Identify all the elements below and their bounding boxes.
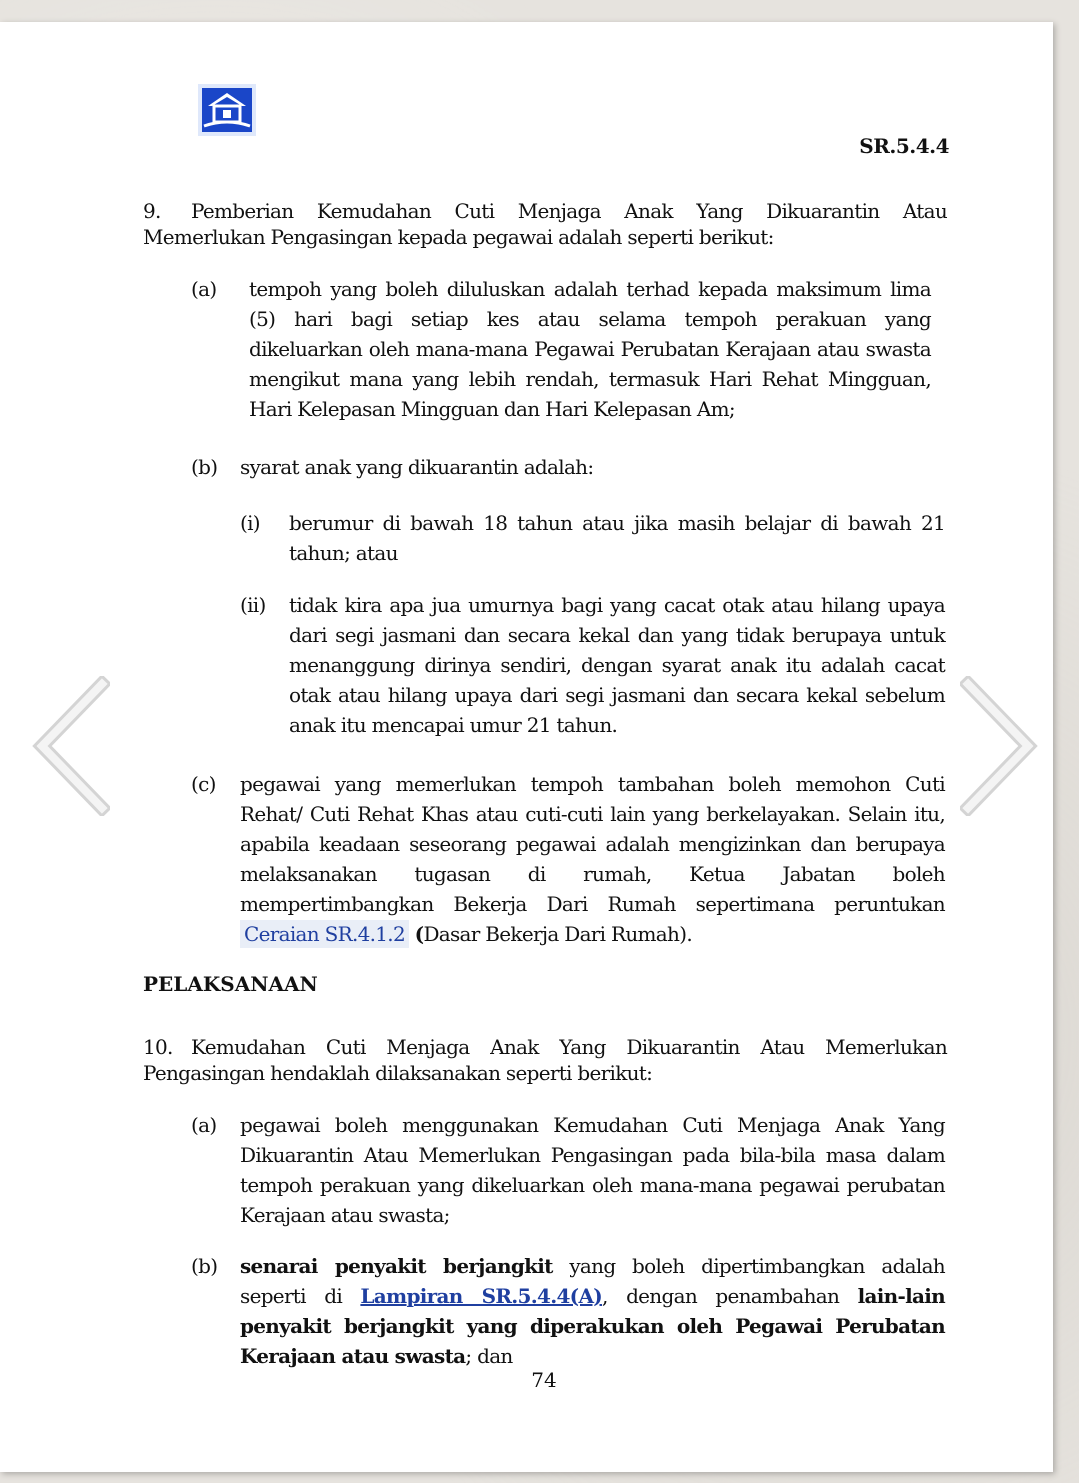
previous-page-button[interactable] bbox=[30, 676, 110, 816]
item-text: syarat anak yang dikuarantin adalah: bbox=[240, 455, 594, 479]
item-text-part: , dengan penambahan bbox=[602, 1284, 858, 1308]
paragraph-10 bbox=[143, 1034, 947, 1086]
page-number: 74 bbox=[531, 1368, 557, 1392]
item-label: (c) bbox=[191, 772, 216, 796]
section-heading: PELAKSANAAN bbox=[143, 972, 318, 996]
item-text: berumur di bawah 18 tahun atau jika masih belajar di bawah 21 tahun; atau bbox=[289, 511, 945, 565]
item-text bbox=[240, 769, 945, 949]
paragraph-number: 9. bbox=[143, 199, 161, 223]
paragraph-number: 10. bbox=[143, 1035, 173, 1059]
item-text: tidak kira apa jua umurnya bagi yang cacat otak atau hilang upaya dari segi jasmani dan secara kekal dan yang tidak berupaya untuk menanggung dirinya sendiri, dengan syarat anak itu adalah cacat otak atau hilang upaya dari segi jasmani dan secara kekal sebelum anak itu mencapai umur 21 tahun. bbox=[289, 593, 945, 737]
item-text-part: ; dan bbox=[465, 1344, 513, 1368]
item-text: tempoh yang boleh diluluskan adalah terhad kepada maksimum lima (5) hari bagi setiap kes atau selama tempoh perakuan yang dikeluarkan oleh mana-mana Pegawai Perubatan Kerajaan atau swasta mengikut mana yang lebih rendah, termasuk Hari Rehat Mingguan, Hari Kelepasan Mingguan dan Hari Kelepasan Am; bbox=[249, 277, 931, 421]
paragraph-text: Pemberian Kemudahan Cuti Menjaga Anak Yang Dikuarantin Atau Memerlukan Pengasingan kepada pegawai adalah seperti berikut: bbox=[143, 199, 947, 249]
paragraph-text: Kemudahan Cuti Menjaga Anak Yang Dikuarantin Atau Memerlukan Pengasingan hendaklah dilaksanakan seperti berikut: bbox=[143, 1035, 947, 1085]
house-logo-icon bbox=[198, 84, 256, 136]
chevron-left-icon bbox=[30, 676, 110, 816]
item-text-part: yang boleh dipertimbangkan adalah seperti di bbox=[240, 1254, 945, 1308]
item-label: (a) bbox=[191, 1113, 217, 1137]
item-text-part: pegawai yang memerlukan tempoh tambahan boleh memohon Cuti Rehat/ Cuti Rehat Khas atau cuti-cuti lain yang berkelayakan. Selain itu, apabila keadaan seseorang pegawai adalah mengizinkan dan berupaya melaksanakan tugasan di rumah, Ketua Jabatan boleh mempertimbangkan Bekerja Dari Rumah sepertimana peruntukan bbox=[240, 772, 945, 916]
ceraian-link[interactable]: Ceraian SR.4.1.2 bbox=[240, 920, 409, 948]
chevron-right-icon bbox=[960, 676, 1040, 816]
item-label: (a) bbox=[191, 277, 217, 301]
lampiran-link[interactable]: Lampiran SR.5.4.4(A) bbox=[360, 1284, 603, 1308]
item-label: (i) bbox=[240, 511, 260, 535]
item-label: (b) bbox=[191, 1254, 218, 1278]
item-label: (ii) bbox=[240, 593, 266, 617]
document-code: SR.5.4.4 bbox=[859, 134, 949, 158]
item-text: pegawai boleh menggunakan Kemudahan Cuti Menjaga Anak Yang Dikuarantin Atau Memerlukan Pengasingan pada bila-bila masa dalam tempoh perakuan yang dikeluarkan oleh mana-mana pegawai perubatan Kerajaan atau swasta; bbox=[240, 1113, 945, 1227]
item-label: (b) bbox=[191, 455, 218, 479]
next-page-button[interactable] bbox=[960, 676, 1040, 816]
item-text-part: Dasar Bekerja Dari Rumah). bbox=[423, 922, 692, 946]
item-text bbox=[240, 1251, 945, 1371]
document-page bbox=[0, 22, 1053, 1472]
item-text-bold: senarai penyakit berjangkit bbox=[240, 1254, 553, 1278]
item-text-bracket: ( bbox=[414, 922, 424, 946]
paragraph-9 bbox=[143, 198, 947, 250]
item-text-bold: lain-lain penyakit berjangkit yang diperakukan oleh Pegawai Perubatan Kerajaan atau swasta bbox=[240, 1284, 945, 1368]
